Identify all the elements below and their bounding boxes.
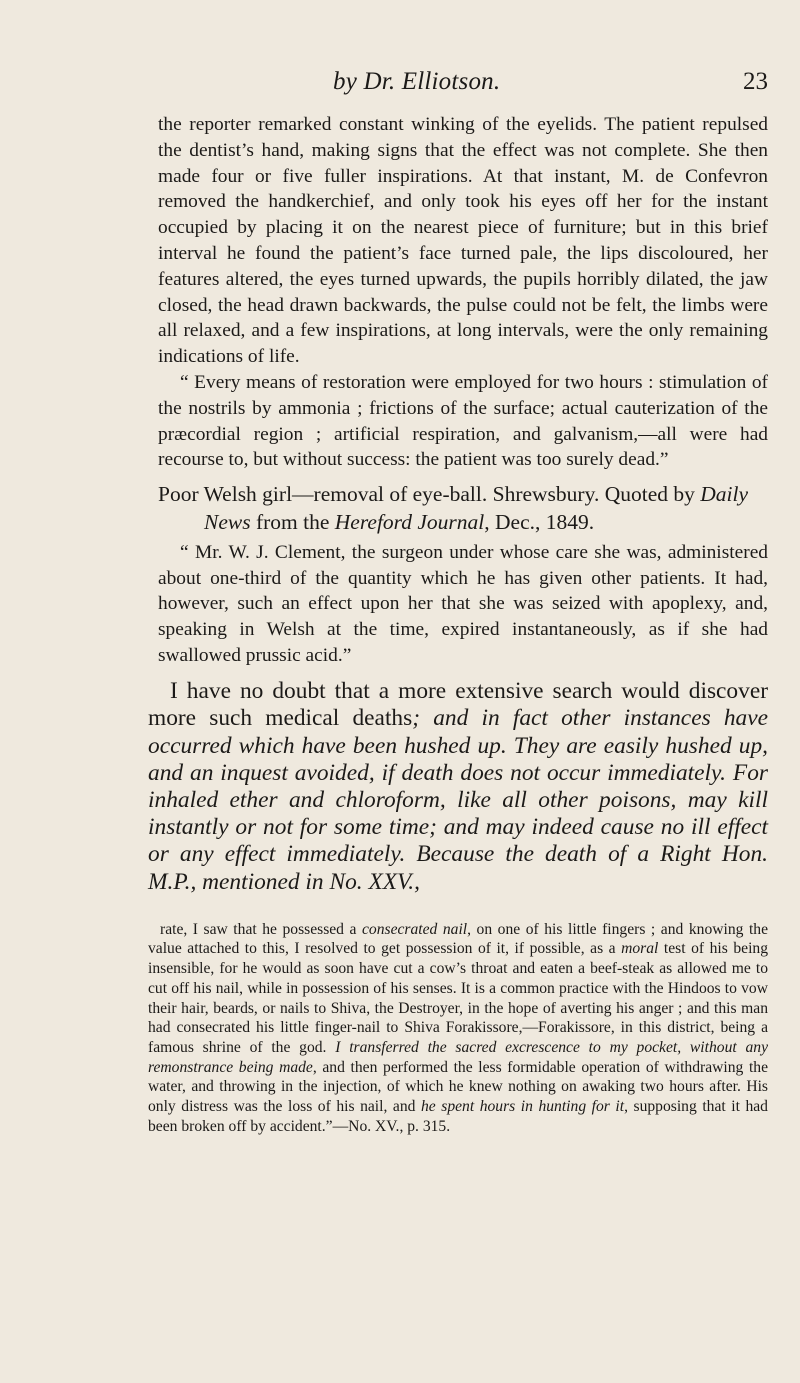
main-text-part-3: ; and may indeed cause no ill effect or any effect immediately. Because the death of a Right Hon. M.P., mentioned in No. XXV.,	[148, 814, 768, 895]
page-number: 23	[743, 68, 768, 95]
footnote-paragraph	[148, 920, 768, 1137]
footnote-text-4: , and then performed the less formidable operation of withdrawing the water, and throwing in the injection, of which he knew nothing on awaking two hours after. His only distress was the loss of his nail, and	[148, 1058, 768, 1116]
quote-paragraph-2: “ Every means of restoration were employed for two hours : stimulation of the nostrils by ammonia ; frictions of the surface; actual cauterization of the præcordial region ; artificial respiration, and galvanism,—all were had recourse to, but without success: the patient was too surely dead.”	[158, 371, 768, 471]
quoted-report	[148, 112, 768, 473]
case-heading	[158, 480, 768, 536]
footnote-text-2: , on one of his little fingers ; and knowing the value attached to this, I resolved to get possession of it, if possible, as a	[148, 920, 769, 958]
footnote-text-5: , supposing that it had been broken off by accident.”—No. XV., p. 315.	[148, 1098, 768, 1135]
running-head: by Dr. Elliotson.	[333, 68, 501, 95]
page-header	[148, 68, 768, 104]
main-text-part-1: I have no doubt that a more extensive search would discover more such medical deaths	[148, 678, 768, 732]
footnote-text-1: rate, I saw that he possessed a	[160, 920, 362, 938]
footnote-italic-3: I transferred the sacred excrescence to my pocket, without any remonstrance being made	[148, 1038, 768, 1076]
heading-middle: from the	[250, 510, 335, 535]
heading-source-hereford-journal: Hereford Journal	[334, 510, 485, 535]
main-text-part-2: ; and in fact other instances have occurred which have been hushed up. They are easily hushed up, and an inquest avoided, if death does not occur immediately. For inhaled ether and chloroform, like all other poisons, may kill instantly or not for some time	[148, 705, 768, 841]
quoted-report-2	[148, 540, 768, 668]
heading-tail: , Dec., 1849.	[484, 510, 595, 535]
main-paragraph	[148, 678, 768, 896]
heading-lead: Poor Welsh girl—removal of eye-ball. Shrewsbury. Quoted by	[158, 482, 701, 507]
footnote	[148, 920, 768, 1137]
footnote-italic-2: moral	[621, 940, 659, 958]
footnote-text-3: test of his being insensible, for he would as soon have cut a cow’s throat and eaten a beef-steak as allowed me to cut off his nail, while in possession of his senses. It is a common practice with the Hindoos to vow their hair, beards, or nails to Shiva, the Destroyer, in the hope of averting his anger ; and this man had consecrated his little finger-nail to Shiva Forakissore,—Forakissore, in this district, being a famous shrine of the god.	[148, 940, 768, 1056]
quote-paragraph-1: the reporter remarked constant winking of the eyelids. The patient repulsed the dentist’s hand, making signs that the effect was not complete. She then made four or five fuller inspirations. At that instant, M. de Confevron removed the handkerchief, and only took his eyes off her for the instant occupied by placing it on the nearest piece of furniture; but in this brief interval he found the patient’s face turned pale, the lips discoloured, her features altered, the eyes turned upwards, the pupils horribly dilated, the jaw closed, the head drawn backwards, the pulse could not be felt, the limbs were all relaxed, and a few inspirations, at long intervals, were the only remaining indications of life.	[158, 114, 768, 368]
heading-source-daily-news: Daily News	[204, 482, 749, 535]
footnote-italic-4: he spent hours in hunting for it	[420, 1098, 625, 1116]
main-text	[148, 678, 768, 896]
quote2-paragraph: “ Mr. W. J. Clement, the surgeon under whose care she was, administered about one-third of the quantity which he has given other patients. It had, however, such an effect upon her that she was seized with apoplexy, and, speaking in Welsh at the time, expired instantaneously, as if she had swallowed prussic acid.”	[158, 542, 768, 666]
footnote-italic-1: consecrated nail	[361, 920, 468, 938]
book-page	[148, 68, 768, 1136]
